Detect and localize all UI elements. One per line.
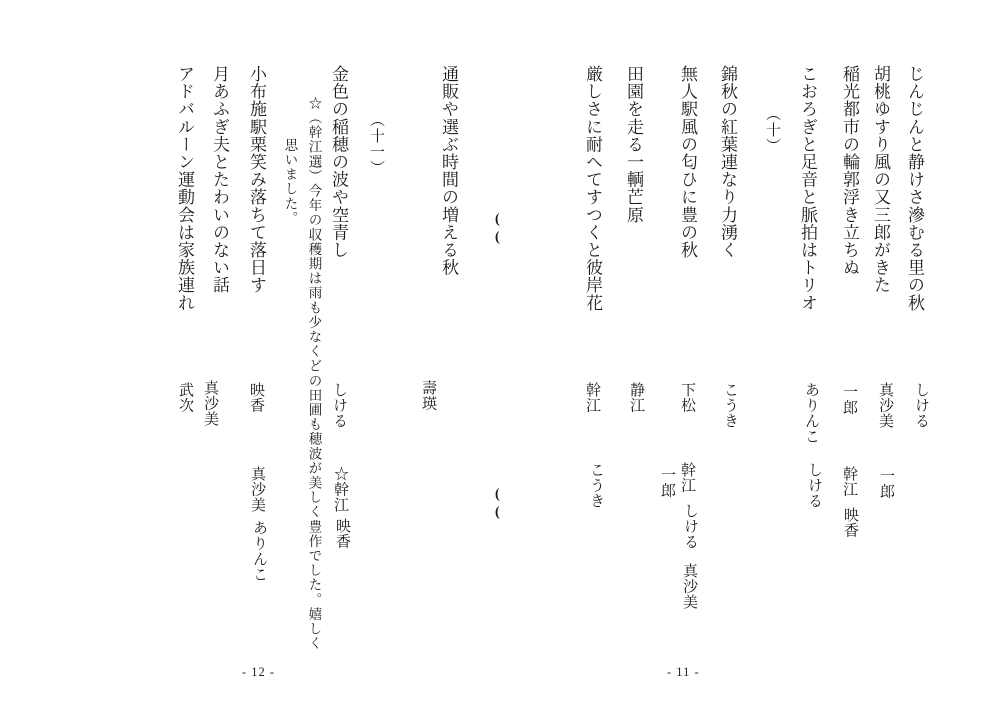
page-number: - 12 - — [242, 665, 276, 679]
page-number: - 11 - — [667, 665, 700, 679]
haiku-text: 胡桃ゆすり風の又三郎がきた — [871, 65, 890, 294]
author-name: 真沙美 — [202, 380, 218, 427]
haiku-text: アドバルーン運動会は家族連れ — [175, 65, 194, 312]
haiku-text: 田園を走る一輌芒原 — [624, 65, 643, 224]
selector-name: 一郎 — [659, 467, 675, 498]
author-name: 壽瑛 — [420, 380, 436, 411]
selector-name: 映香 — [334, 518, 350, 549]
haiku-text: 厳しさに耐へてすつくと彼岸花 — [583, 65, 602, 312]
selector-name: 幹江 — [679, 462, 695, 493]
staple-curve: ( — [494, 505, 500, 521]
haiku-text: 通販や選ぶ時間の増える秋 — [439, 65, 458, 277]
selector-name: こうき — [588, 462, 604, 509]
selector-name: 一郎 — [878, 468, 894, 499]
selector-comment-line-1: ☆（幹江選）今年の収穫期は雨も少なくどの田圃も穂波が美しく豊作でした。嬉しく — [306, 96, 322, 651]
staple-curve: ( — [494, 230, 500, 246]
author-name: ありんこ — [803, 382, 819, 444]
haiku-text: 月あふぎ夫とたわいのない話 — [210, 65, 229, 294]
selector-name: ありんこ — [251, 520, 267, 582]
author-name: しける — [913, 382, 929, 429]
section-number-heading: （十一） — [368, 112, 384, 176]
staple-mark-bottom — [495, 487, 500, 521]
author-name: 真沙美 — [877, 382, 893, 429]
haiku-text: 稲光都市の輪郭浮き立ちぬ — [840, 65, 859, 277]
author-name: 映香 — [248, 382, 264, 413]
selector-name: ☆幹江 — [332, 466, 348, 513]
author-name: 一郎 — [841, 384, 857, 415]
haiku-text: 無人駅風の匂ひに豊の秋 — [678, 65, 697, 259]
selector-name: 真沙美 — [681, 563, 697, 610]
haiku-text: 小布施駅栗笑み落ちて落日す — [247, 65, 266, 294]
selector-name: 映香 — [842, 507, 858, 538]
selector-comment-line-2: 思いました。 — [282, 138, 298, 226]
haiku-text: こおろぎと足音と脈拍はトリオ — [798, 65, 817, 312]
author-name: 幹江 — [584, 382, 600, 413]
author-name: 静江 — [628, 382, 644, 413]
selector-name: 幹江 — [841, 466, 857, 497]
haiku-text: 金色の稲穂の波や空青し — [329, 65, 348, 259]
selector-name: 真沙美 — [249, 466, 265, 513]
staple-mark-top — [495, 212, 500, 246]
haiku-text: 錦秋の紅葉連なり力湧く — [718, 65, 737, 259]
haiku-text: じんじんと静けさ滲むる里の秋 — [905, 65, 924, 312]
staple-curve: ( — [494, 211, 500, 228]
staple-curve: ( — [494, 486, 500, 503]
author-name: 武次 — [177, 382, 193, 413]
selector-name: しける — [806, 462, 822, 509]
author-name: こうき — [722, 382, 738, 429]
selector-name: しける — [682, 503, 698, 550]
author-name: しける — [331, 382, 347, 429]
section-number-heading: （十） — [764, 106, 780, 154]
author-name: 下松 — [679, 382, 695, 413]
